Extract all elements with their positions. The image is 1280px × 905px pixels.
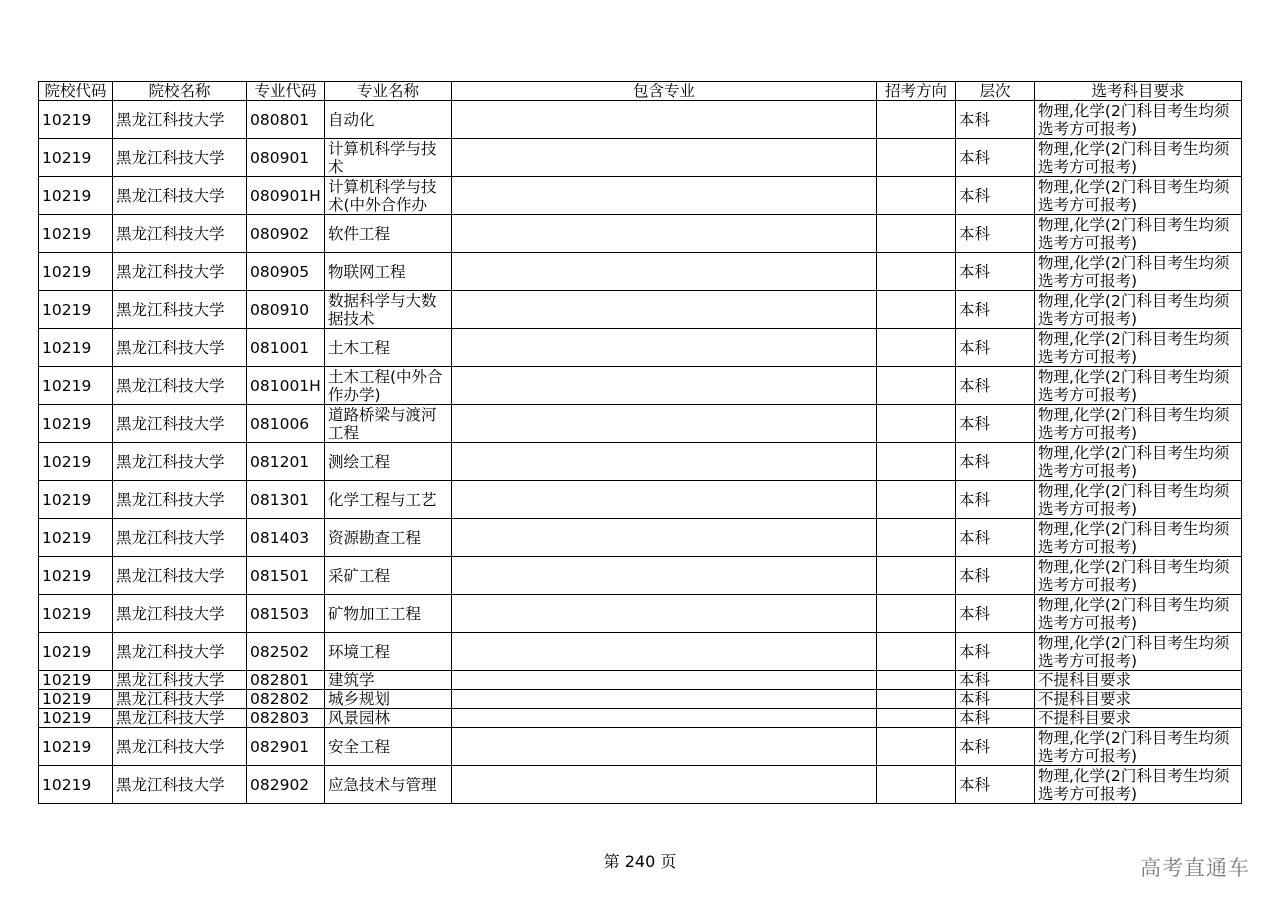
cell-school-code: 10219 <box>39 443 113 481</box>
cell-major-name: 自动化 <box>325 101 452 139</box>
cell-major-name: 测绘工程 <box>325 443 452 481</box>
cell-school-name: 黑龙江科技大学 <box>113 595 247 633</box>
cell-included-majors <box>452 709 877 728</box>
cell-major-name: 采矿工程 <box>325 557 452 595</box>
table-row <box>39 709 1242 728</box>
cell-school-code: 10219 <box>39 329 113 367</box>
cell-major-name: 土木工程(中外合作办学) <box>325 367 452 405</box>
cell-direction <box>877 291 956 329</box>
cell-school-name: 黑龙江科技大学 <box>113 557 247 595</box>
cell-subject-requirement: 物理,化学(2门科目考生均须选考方可报考) <box>1035 633 1242 671</box>
cell-direction <box>877 443 956 481</box>
cell-included-majors <box>452 367 877 405</box>
cell-school-name: 黑龙江科技大学 <box>113 291 247 329</box>
cell-level: 本科 <box>956 595 1035 633</box>
header-school-code: 院校代码 <box>39 82 113 101</box>
cell-direction <box>877 177 956 215</box>
cell-major-code: 080902 <box>247 215 325 253</box>
table-row <box>39 177 1242 215</box>
cell-school-name: 黑龙江科技大学 <box>113 481 247 519</box>
cell-subject-requirement: 物理,化学(2门科目考生均须选考方可报考) <box>1035 557 1242 595</box>
table-row <box>39 557 1242 595</box>
cell-school-name: 黑龙江科技大学 <box>113 690 247 709</box>
cell-school-name: 黑龙江科技大学 <box>113 253 247 291</box>
cell-level: 本科 <box>956 101 1035 139</box>
cell-subject-requirement: 不提科目要求 <box>1035 709 1242 728</box>
cell-major-code: 082802 <box>247 690 325 709</box>
cell-school-name: 黑龙江科技大学 <box>113 139 247 177</box>
cell-included-majors <box>452 291 877 329</box>
cell-school-code: 10219 <box>39 709 113 728</box>
cell-level: 本科 <box>956 481 1035 519</box>
cell-subject-requirement: 物理,化学(2门科目考生均须选考方可报考) <box>1035 595 1242 633</box>
cell-major-name: 化学工程与工艺 <box>325 481 452 519</box>
cell-school-name: 黑龙江科技大学 <box>113 671 247 690</box>
cell-subject-requirement: 物理,化学(2门科目考生均须选考方可报考) <box>1035 443 1242 481</box>
cell-direction <box>877 671 956 690</box>
cell-major-name: 资源勘查工程 <box>325 519 452 557</box>
cell-subject-requirement: 物理,化学(2门科目考生均须选考方可报考) <box>1035 405 1242 443</box>
cell-direction <box>877 633 956 671</box>
cell-direction <box>877 519 956 557</box>
table-row <box>39 329 1242 367</box>
cell-direction <box>877 690 956 709</box>
cell-included-majors <box>452 595 877 633</box>
cell-school-name: 黑龙江科技大学 <box>113 443 247 481</box>
cell-school-code: 10219 <box>39 253 113 291</box>
cell-direction <box>877 329 956 367</box>
table-row <box>39 443 1242 481</box>
cell-major-name: 物联网工程 <box>325 253 452 291</box>
cell-level: 本科 <box>956 557 1035 595</box>
cell-school-code: 10219 <box>39 519 113 557</box>
cell-major-code: 080910 <box>247 291 325 329</box>
cell-level: 本科 <box>956 728 1035 766</box>
cell-major-code: 081503 <box>247 595 325 633</box>
cell-school-code: 10219 <box>39 595 113 633</box>
cell-major-code: 081501 <box>247 557 325 595</box>
table-row <box>39 671 1242 690</box>
cell-school-code: 10219 <box>39 633 113 671</box>
table-row <box>39 291 1242 329</box>
cell-direction <box>877 481 956 519</box>
cell-major-code: 081201 <box>247 443 325 481</box>
cell-included-majors <box>452 329 877 367</box>
cell-included-majors <box>452 215 877 253</box>
cell-subject-requirement: 不提科目要求 <box>1035 671 1242 690</box>
table-row <box>39 405 1242 443</box>
cell-major-name: 数据科学与大数据技术 <box>325 291 452 329</box>
cell-included-majors <box>452 177 877 215</box>
cell-school-name: 黑龙江科技大学 <box>113 215 247 253</box>
header-level: 层次 <box>956 82 1035 101</box>
cell-major-name: 矿物加工工程 <box>325 595 452 633</box>
cell-subject-requirement: 物理,化学(2门科目考生均须选考方可报考) <box>1035 291 1242 329</box>
table-row <box>39 633 1242 671</box>
header-school-name: 院校名称 <box>113 82 247 101</box>
header-included-majors: 包含专业 <box>452 82 877 101</box>
cell-school-code: 10219 <box>39 481 113 519</box>
cell-major-code: 082801 <box>247 671 325 690</box>
cell-level: 本科 <box>956 291 1035 329</box>
cell-school-name: 黑龙江科技大学 <box>113 633 247 671</box>
cell-direction <box>877 367 956 405</box>
cell-major-name: 道路桥梁与渡河工程 <box>325 405 452 443</box>
cell-level: 本科 <box>956 253 1035 291</box>
cell-level: 本科 <box>956 367 1035 405</box>
cell-subject-requirement: 物理,化学(2门科目考生均须选考方可报考) <box>1035 519 1242 557</box>
cell-major-code: 080901 <box>247 139 325 177</box>
cell-major-name: 软件工程 <box>325 215 452 253</box>
cell-major-code: 080905 <box>247 253 325 291</box>
cell-level: 本科 <box>956 633 1035 671</box>
cell-school-code: 10219 <box>39 101 113 139</box>
cell-level: 本科 <box>956 766 1035 804</box>
cell-included-majors <box>452 101 877 139</box>
cell-major-code: 081301 <box>247 481 325 519</box>
table-body <box>39 101 1242 804</box>
cell-school-code: 10219 <box>39 405 113 443</box>
cell-major-name: 计算机科学与技术 <box>325 139 452 177</box>
cell-subject-requirement: 物理,化学(2门科目考生均须选考方可报考) <box>1035 101 1242 139</box>
page-number: 第 240 页 <box>603 852 677 871</box>
cell-level: 本科 <box>956 709 1035 728</box>
header-major-code: 专业代码 <box>247 82 325 101</box>
cell-level: 本科 <box>956 329 1035 367</box>
cell-school-name: 黑龙江科技大学 <box>113 709 247 728</box>
cell-direction <box>877 101 956 139</box>
cell-school-name: 黑龙江科技大学 <box>113 329 247 367</box>
cell-school-name: 黑龙江科技大学 <box>113 177 247 215</box>
cell-major-code: 082901 <box>247 728 325 766</box>
cell-included-majors <box>452 557 877 595</box>
cell-direction <box>877 405 956 443</box>
cell-level: 本科 <box>956 443 1035 481</box>
cell-direction <box>877 215 956 253</box>
cell-included-majors <box>452 728 877 766</box>
cell-school-code: 10219 <box>39 728 113 766</box>
major-table <box>38 81 1242 804</box>
cell-school-name: 黑龙江科技大学 <box>113 519 247 557</box>
cell-direction <box>877 557 956 595</box>
cell-school-code: 10219 <box>39 557 113 595</box>
watermark-logo: 高考直通车 <box>1140 856 1250 880</box>
cell-included-majors <box>452 766 877 804</box>
cell-level: 本科 <box>956 405 1035 443</box>
cell-school-code: 10219 <box>39 690 113 709</box>
cell-included-majors <box>452 443 877 481</box>
table-row <box>39 690 1242 709</box>
cell-major-code: 081001 <box>247 329 325 367</box>
cell-direction <box>877 253 956 291</box>
table-row <box>39 215 1242 253</box>
table-row <box>39 728 1242 766</box>
cell-subject-requirement: 不提科目要求 <box>1035 690 1242 709</box>
header-subject-requirement: 选考科目要求 <box>1035 82 1242 101</box>
cell-major-name: 环境工程 <box>325 633 452 671</box>
cell-school-code: 10219 <box>39 215 113 253</box>
cell-included-majors <box>452 690 877 709</box>
table-row <box>39 519 1242 557</box>
cell-subject-requirement: 物理,化学(2门科目考生均须选考方可报考) <box>1035 139 1242 177</box>
table-row <box>39 367 1242 405</box>
cell-school-code: 10219 <box>39 766 113 804</box>
cell-major-code: 082803 <box>247 709 325 728</box>
cell-subject-requirement: 物理,化学(2门科目考生均须选考方可报考) <box>1035 215 1242 253</box>
cell-included-majors <box>452 405 877 443</box>
cell-subject-requirement: 物理,化学(2门科目考生均须选考方可报考) <box>1035 329 1242 367</box>
cell-level: 本科 <box>956 519 1035 557</box>
cell-major-code: 081001H <box>247 367 325 405</box>
header-direction: 招考方向 <box>877 82 956 101</box>
cell-school-code: 10219 <box>39 291 113 329</box>
table-row <box>39 595 1242 633</box>
cell-major-name: 建筑学 <box>325 671 452 690</box>
cell-level: 本科 <box>956 215 1035 253</box>
cell-direction <box>877 766 956 804</box>
cell-included-majors <box>452 671 877 690</box>
cell-included-majors <box>452 633 877 671</box>
cell-major-code: 081403 <box>247 519 325 557</box>
cell-direction <box>877 709 956 728</box>
cell-level: 本科 <box>956 671 1035 690</box>
header-major-name: 专业名称 <box>325 82 452 101</box>
cell-included-majors <box>452 253 877 291</box>
cell-school-name: 黑龙江科技大学 <box>113 728 247 766</box>
cell-major-name: 计算机科学与技术(中外合作办 <box>325 177 452 215</box>
cell-major-name: 风景园林 <box>325 709 452 728</box>
cell-school-code: 10219 <box>39 139 113 177</box>
cell-major-code: 082902 <box>247 766 325 804</box>
cell-school-code: 10219 <box>39 671 113 690</box>
cell-school-name: 黑龙江科技大学 <box>113 367 247 405</box>
cell-included-majors <box>452 481 877 519</box>
table-row <box>39 766 1242 804</box>
cell-major-code: 082502 <box>247 633 325 671</box>
cell-direction <box>877 139 956 177</box>
cell-school-name: 黑龙江科技大学 <box>113 101 247 139</box>
cell-level: 本科 <box>956 690 1035 709</box>
cell-major-name: 城乡规划 <box>325 690 452 709</box>
cell-subject-requirement: 物理,化学(2门科目考生均须选考方可报考) <box>1035 481 1242 519</box>
cell-subject-requirement: 物理,化学(2门科目考生均须选考方可报考) <box>1035 367 1242 405</box>
cell-major-name: 土木工程 <box>325 329 452 367</box>
cell-included-majors <box>452 139 877 177</box>
cell-subject-requirement: 物理,化学(2门科目考生均须选考方可报考) <box>1035 766 1242 804</box>
cell-level: 本科 <box>956 139 1035 177</box>
table-row <box>39 101 1242 139</box>
cell-school-name: 黑龙江科技大学 <box>113 766 247 804</box>
cell-included-majors <box>452 519 877 557</box>
table-row <box>39 139 1242 177</box>
cell-school-code: 10219 <box>39 177 113 215</box>
cell-major-code: 080901H <box>247 177 325 215</box>
table-row <box>39 481 1242 519</box>
cell-major-code: 081006 <box>247 405 325 443</box>
cell-direction <box>877 728 956 766</box>
table-row <box>39 253 1242 291</box>
cell-subject-requirement: 物理,化学(2门科目考生均须选考方可报考) <box>1035 177 1242 215</box>
cell-level: 本科 <box>956 177 1035 215</box>
cell-subject-requirement: 物理,化学(2门科目考生均须选考方可报考) <box>1035 253 1242 291</box>
cell-school-code: 10219 <box>39 367 113 405</box>
cell-direction <box>877 595 956 633</box>
cell-school-name: 黑龙江科技大学 <box>113 405 247 443</box>
cell-major-code: 080801 <box>247 101 325 139</box>
cell-major-name: 应急技术与管理 <box>325 766 452 804</box>
cell-subject-requirement: 物理,化学(2门科目考生均须选考方可报考) <box>1035 728 1242 766</box>
cell-major-name: 安全工程 <box>325 728 452 766</box>
header-row <box>39 82 1242 101</box>
